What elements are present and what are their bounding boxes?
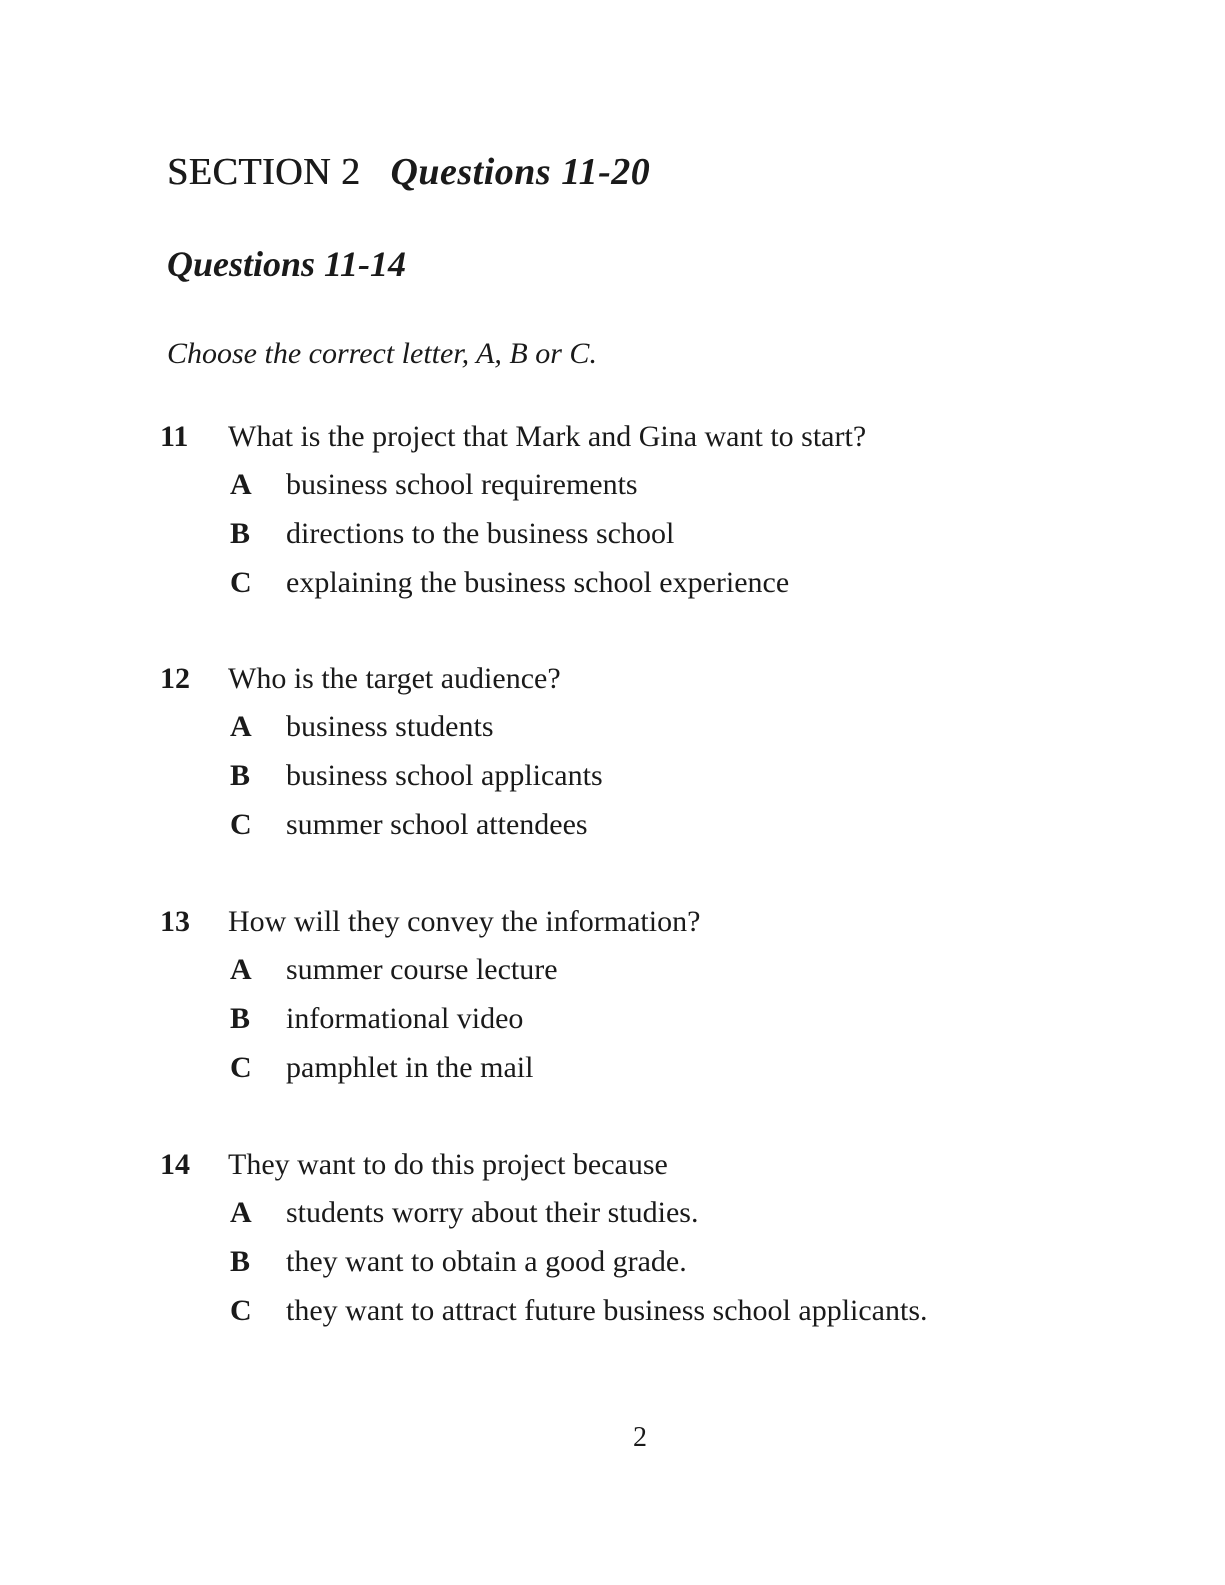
- option-text: business school requirements: [286, 468, 638, 501]
- section-title: SECTION 2: [167, 151, 361, 193]
- option-b: [230, 759, 1060, 808]
- question-text: How will they convey the information?: [228, 905, 701, 938]
- option-c: [230, 1294, 1060, 1343]
- option-a: [230, 953, 1060, 1002]
- section-question-range: Questions 11-20: [390, 151, 651, 193]
- option-text: informational video: [286, 1002, 524, 1035]
- option-text: summer school attendees: [286, 808, 588, 841]
- question-number: 13: [160, 905, 190, 938]
- option-c: [230, 808, 1060, 857]
- option-text: they want to attract future business school applicants.: [286, 1294, 928, 1327]
- option-a: [230, 468, 1060, 517]
- question-number: 14: [160, 1148, 190, 1181]
- question-stem: [160, 905, 1060, 953]
- question-stem: [160, 662, 1060, 710]
- question-13: [160, 905, 1060, 1100]
- questions-subheading: Questions 11-14: [167, 244, 407, 284]
- option-text: they want to obtain a good grade.: [286, 1245, 687, 1278]
- option-text: business school applicants: [286, 759, 603, 792]
- section-heading: [167, 150, 650, 194]
- page-number: 2: [633, 1422, 647, 1453]
- question-text: They want to do this project because: [228, 1148, 668, 1181]
- question-number: 11: [160, 420, 189, 453]
- question-stem: [160, 1148, 1060, 1196]
- option-text: pamphlet in the mail: [286, 1051, 534, 1084]
- question-12: [160, 662, 1060, 857]
- option-c: [230, 1051, 1060, 1100]
- option-text: explaining the business school experience: [286, 566, 790, 599]
- option-text: students worry about their studies.: [286, 1196, 699, 1229]
- option-b: [230, 517, 1060, 566]
- option-b: [230, 1245, 1060, 1294]
- option-letter: C: [230, 808, 252, 841]
- option-text: summer course lecture: [286, 953, 558, 986]
- option-b: [230, 1002, 1060, 1051]
- question-14: [160, 1148, 1060, 1343]
- question-11: [160, 420, 1060, 615]
- option-letter: A: [230, 1196, 252, 1229]
- option-a: [230, 1196, 1060, 1245]
- option-a: [230, 710, 1060, 759]
- option-text: directions to the business school: [286, 517, 675, 550]
- question-text: What is the project that Mark and Gina want to start?: [228, 420, 867, 453]
- option-letter: B: [230, 1002, 251, 1035]
- option-letter: A: [230, 953, 252, 986]
- option-letter: C: [230, 566, 252, 599]
- option-c: [230, 566, 1060, 615]
- option-letter: B: [230, 517, 251, 550]
- option-letter: C: [230, 1051, 252, 1084]
- option-letter: C: [230, 1294, 252, 1327]
- instruction-text: Choose the correct letter, A, B or C.: [167, 337, 597, 370]
- option-letter: A: [230, 710, 252, 743]
- option-letter: B: [230, 1245, 251, 1278]
- question-text: Who is the target audience?: [228, 662, 561, 695]
- option-letter: B: [230, 759, 251, 792]
- option-text: business students: [286, 710, 494, 743]
- question-number: 12: [160, 662, 190, 695]
- option-letter: A: [230, 468, 252, 501]
- question-stem: [160, 420, 1060, 468]
